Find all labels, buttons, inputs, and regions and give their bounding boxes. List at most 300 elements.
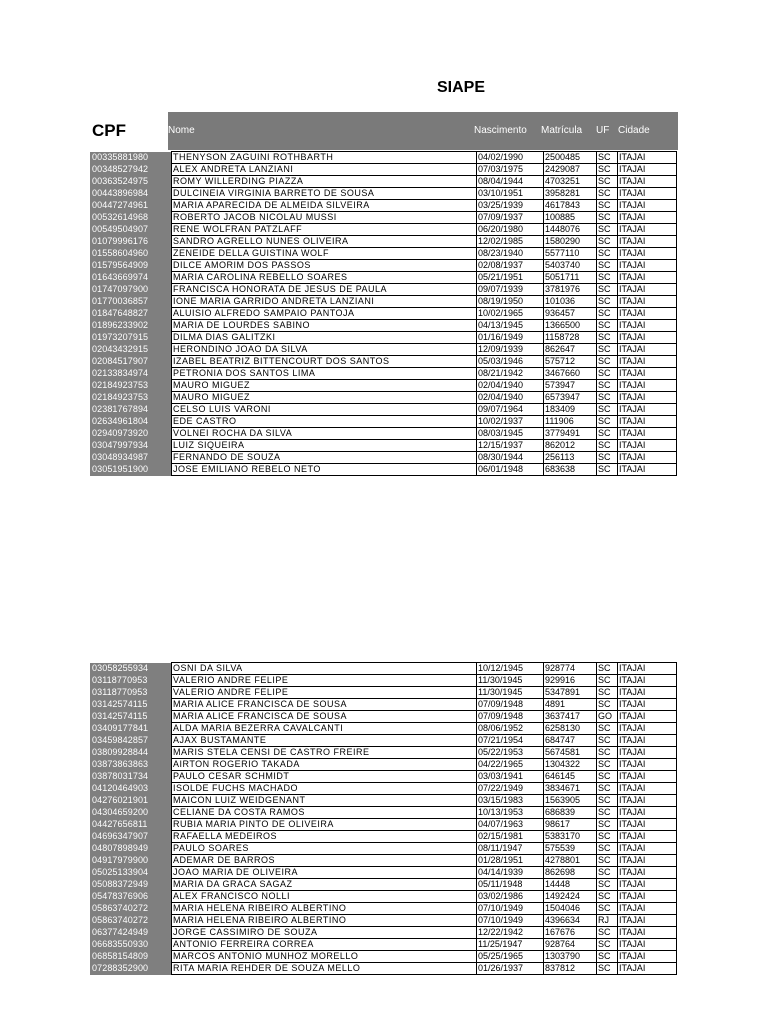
cidade-cell: ITAJAI [618,464,677,476]
table-row [90,819,677,831]
cpf-cell: 01973207915 [90,332,172,344]
matricula-cell: 2429087 [544,164,597,176]
cpf-cell: 00348527942 [90,164,172,176]
cidade-cell: ITAJAI [618,915,677,927]
uf-cell: SC [597,747,618,759]
nascimento-cell: 08/06/1952 [477,723,544,735]
table-row [90,356,677,368]
nome-cell: OSNI DA SILVA [172,663,477,675]
nome-cell: MAURO MIGUEZ [172,392,477,404]
cidade-cell: ITAJAI [618,392,677,404]
matricula-cell: 3779491 [544,428,597,440]
nome-cell: RUBIA MARIA PINTO DE OLIVEIRA [172,819,477,831]
table-row [90,164,677,176]
matricula-cell: 1563905 [544,795,597,807]
nome-cell: FERNANDO DE SOUZA [172,452,477,464]
cpf-cell: 03118770953 [90,687,172,699]
matricula-cell: 100885 [544,212,597,224]
cidade-cell: ITAJAI [618,380,677,392]
nome-cell: MARIA HELENA RIBEIRO ALBERTINO [172,915,477,927]
cidade-cell: ITAJAI [618,843,677,855]
table-row [90,915,677,927]
nome-cell: RITA MARIA REHDER DE SOUZA MELLO [172,963,477,975]
table-row [90,212,677,224]
nome-cell: MAICON LUIZ WEIDGENANT [172,795,477,807]
matricula-cell: 5577110 [544,248,597,260]
cpf-cell: 01847648827 [90,308,172,320]
matricula-cell: 929916 [544,675,597,687]
nascimento-cell: 03/25/1939 [477,200,544,212]
nascimento-cell: 02/15/1981 [477,831,544,843]
cidade-cell: ITAJAI [618,771,677,783]
matricula-cell: 5383170 [544,831,597,843]
matricula-cell: 6573947 [544,392,597,404]
cidade-cell: ITAJAI [618,260,677,272]
nome-cell: MARIA ALICE FRANCISCA DE SOUSA [172,711,477,723]
cidade-cell: ITAJAI [618,663,677,675]
cpf-cell: 03809928844 [90,747,172,759]
uf-cell: SC [597,176,618,188]
table-row [90,332,677,344]
cpf-cell: 04276021901 [90,795,172,807]
cpf-cell: 03047997934 [90,440,172,452]
matricula-cell: 575712 [544,356,597,368]
matricula-cell: 2500485 [544,152,597,164]
nome-cell: THENYSON ZAGUINI ROTHBARTH [172,152,477,164]
nascimento-cell: 08/11/1947 [477,843,544,855]
table-row [90,927,677,939]
table-row [90,416,677,428]
uf-cell: SC [597,332,618,344]
cpf-cell: 03409177841 [90,723,172,735]
uf-cell: SC [597,152,618,164]
nome-cell: SANDRO AGRELLO NUNES OLIVEIRA [172,236,477,248]
cidade-cell: ITAJAI [618,284,677,296]
matricula-cell: 646145 [544,771,597,783]
matricula-cell: 4396634 [544,915,597,927]
cidade-cell: ITAJAI [618,176,677,188]
uf-cell: SC [597,951,618,963]
uf-cell: SC [597,428,618,440]
nascimento-cell: 10/13/1953 [477,807,544,819]
nascimento-cell: 06/01/1948 [477,464,544,476]
nascimento-cell: 07/22/1949 [477,783,544,795]
nascimento-cell: 08/30/1944 [477,452,544,464]
table-header-bar [168,112,678,150]
nome-cell: JOAO MARIA DE OLIVEIRA [172,867,477,879]
uf-cell: SC [597,963,618,975]
matricula-cell: 575539 [544,843,597,855]
nascimento-cell: 04/07/1963 [477,819,544,831]
cidade-cell: ITAJAI [618,440,677,452]
nascimento-cell: 11/30/1945 [477,687,544,699]
nascimento-cell: 12/22/1942 [477,927,544,939]
uf-cell: SC [597,260,618,272]
cidade-cell: ITAJAI [618,855,677,867]
cidade-cell: ITAJAI [618,891,677,903]
uf-cell: SC [597,416,618,428]
cpf-cell: 03058255934 [90,663,172,675]
uf-cell: SC [597,212,618,224]
nome-cell: ADEMAR DE BARROS [172,855,477,867]
table-row [90,248,677,260]
cidade-cell: ITAJAI [618,416,677,428]
nome-cell: PAULO CESAR SCHMIDT [172,771,477,783]
cidade-cell: ITAJAI [618,951,677,963]
matricula-cell: 1448076 [544,224,597,236]
cidade-cell: ITAJAI [618,272,677,284]
table-row [90,699,677,711]
cpf-cell: 02634961804 [90,416,172,428]
table-row [90,687,677,699]
nome-cell: CELSO LUIS VARONI [172,404,477,416]
cpf-cell: 04696347907 [90,831,172,843]
table-row [90,200,677,212]
cidade-cell: ITAJAI [618,939,677,951]
nome-cell: EDE CASTRO [172,416,477,428]
table-row [90,855,677,867]
cpf-cell: 04917979900 [90,855,172,867]
cpf-cell: 00443896984 [90,188,172,200]
cpf-cell: 02184923753 [90,392,172,404]
nascimento-cell: 05/22/1953 [477,747,544,759]
matricula-cell: 5051711 [544,272,597,284]
nome-cell: AJAX BUSTAMANTE [172,735,477,747]
uf-cell: SC [597,927,618,939]
cpf-cell: 06858154809 [90,951,172,963]
cidade-cell: ITAJAI [618,164,677,176]
matricula-cell: 1580290 [544,236,597,248]
matricula-cell: 101036 [544,296,597,308]
cidade-cell: ITAJAI [618,344,677,356]
cidade-cell: ITAJAI [618,368,677,380]
uf-cell: SC [597,236,618,248]
uf-cell: SC [597,939,618,951]
nome-cell: MARIS STELA CENSI DE CASTRO FREIRE [172,747,477,759]
nome-cell: ANTONIO FERREIRA CORREA [172,939,477,951]
uf-cell: SC [597,452,618,464]
cpf-cell: 05025133904 [90,867,172,879]
table-row [90,260,677,272]
matricula-cell: 3781976 [544,284,597,296]
uf-cell: SC [597,687,618,699]
cpf-cell: 03142574115 [90,711,172,723]
matricula-cell: 684747 [544,735,597,747]
nome-cell: FRANCISCA HONORATA DE JESUS DE PAULA [172,284,477,296]
matricula-cell: 256113 [544,452,597,464]
matricula-cell: 4703251 [544,176,597,188]
matricula-cell: 3834671 [544,783,597,795]
uf-cell: SC [597,440,618,452]
matricula-cell: 1303790 [544,951,597,963]
matricula-column-header: Matrícula [541,125,583,136]
uf-cell: SC [597,404,618,416]
table-row [90,452,677,464]
nascimento-cell: 04/13/1945 [477,320,544,332]
nascimento-cell: 07/21/1954 [477,735,544,747]
nascimento-cell: 08/04/1944 [477,176,544,188]
nascimento-cell: 04/02/1990 [477,152,544,164]
cidade-cell: ITAJAI [618,428,677,440]
matricula-cell: 5674581 [544,747,597,759]
nome-cell: MARIA ALICE FRANCISCA DE SOUSA [172,699,477,711]
matricula-cell: 4278801 [544,855,597,867]
nascimento-cell: 02/04/1940 [477,380,544,392]
nome-cell: ALUISIO ALFREDO SAMPAIO PANTOJA [172,308,477,320]
uf-cell: SC [597,188,618,200]
cpf-cell: 00549504907 [90,224,172,236]
uf-cell: SC [597,272,618,284]
cpf-cell: 02184923753 [90,380,172,392]
matricula-cell: 111906 [544,416,597,428]
cidade-cell: ITAJAI [618,927,677,939]
table-row [90,296,677,308]
uf-cell: SC [597,831,618,843]
nascimento-cell: 07/03/1975 [477,164,544,176]
cidade-cell: ITAJAI [618,200,677,212]
cpf-cell: 06683550930 [90,939,172,951]
nascimento-cell: 08/03/1945 [477,428,544,440]
nome-cell: MARIA CAROLINA REBELLO SOARES [172,272,477,284]
nome-cell: MARCOS ANTONIO MUNHOZ MORELLO [172,951,477,963]
uf-cell: SC [597,224,618,236]
uf-cell: SC [597,284,618,296]
cidade-cell: ITAJAI [618,188,677,200]
table-row [90,236,677,248]
matricula-cell: 862698 [544,867,597,879]
nome-cell: ZENEIDE DELLA GUISTINA WOLF [172,248,477,260]
cidade-cell: ITAJAI [618,212,677,224]
nascimento-cell: 05/21/1951 [477,272,544,284]
matricula-cell: 183409 [544,404,597,416]
nome-cell: DILMA DIAS GALITZKI [172,332,477,344]
cidade-cell: ITAJAI [618,819,677,831]
nascimento-cell: 10/12/1945 [477,663,544,675]
table-row [90,783,677,795]
nome-cell: LUIZ SIQUEIRA [172,440,477,452]
nascimento-cell: 07/09/1948 [477,711,544,723]
cidade-cell: ITAJAI [618,807,677,819]
cidade-cell: ITAJAI [618,723,677,735]
table-row [90,404,677,416]
uf-cell: SC [597,248,618,260]
uf-column-header: UF [596,125,610,136]
cpf-cell: 03142574115 [90,699,172,711]
uf-cell: SC [597,795,618,807]
nome-cell: DILCE AMORIM DOS PASSOS [172,260,477,272]
matricula-cell: 5347891 [544,687,597,699]
table-row [90,440,677,452]
nome-cell: ALEX ANDRETA LANZIANI [172,164,477,176]
matricula-cell: 3958281 [544,188,597,200]
nascimento-cell: 11/30/1945 [477,675,544,687]
nascimento-cell: 08/21/1942 [477,368,544,380]
uf-cell: SC [597,879,618,891]
cpf-cell: 05088372949 [90,879,172,891]
uf-cell: SC [597,759,618,771]
nascimento-cell: 07/09/1948 [477,699,544,711]
nascimento-cell: 02/04/1940 [477,392,544,404]
table-row [90,428,677,440]
cpf-cell: 04304659200 [90,807,172,819]
cpf-cell: 06377424949 [90,927,172,939]
nascimento-cell: 02/08/1937 [477,260,544,272]
matricula-cell: 862647 [544,344,597,356]
cpf-cell: 05478376906 [90,891,172,903]
cidade-cell: ITAJAI [618,699,677,711]
nome-column-header: Nome [168,125,195,136]
matricula-cell: 1504046 [544,903,597,915]
cpf-cell: 03048934987 [90,452,172,464]
table-row [90,759,677,771]
uf-cell: SC [597,663,618,675]
nome-cell: MAURO MIGUEZ [172,380,477,392]
nome-cell: ROMY WILLERDING PIAZZA [172,176,477,188]
cidade-cell: ITAJAI [618,747,677,759]
uf-cell: SC [597,200,618,212]
cpf-cell: 03878031734 [90,771,172,783]
table-row [90,152,677,164]
nome-cell: ROBERTO JACOB NICOLAU MUSSI [172,212,477,224]
matricula-cell: 4617843 [544,200,597,212]
cpf-cell: 01770036857 [90,296,172,308]
cpf-cell: 01579564909 [90,260,172,272]
cpf-cell: 00532614968 [90,212,172,224]
cidade-cell: ITAJAI [618,783,677,795]
nascimento-cell: 03/03/1941 [477,771,544,783]
nome-cell: RENE WOLFRAN PATZLAFF [172,224,477,236]
uf-cell: SC [597,903,618,915]
nome-cell: PETRONIA DOS SANTOS LIMA [172,368,477,380]
nascimento-cell: 01/16/1949 [477,332,544,344]
nascimento-cell: 09/07/1964 [477,404,544,416]
table-row [90,188,677,200]
table-row [90,176,677,188]
table-row [90,723,677,735]
nome-cell: ISOLDE FUCHS MACHADO [172,783,477,795]
matricula-cell: 1492424 [544,891,597,903]
table-row [90,392,677,404]
cpf-cell: 02381767894 [90,404,172,416]
cpf-cell: 04120464903 [90,783,172,795]
nascimento-cell: 04/14/1939 [477,867,544,879]
cidade-cell: ITAJAI [618,152,677,164]
nascimento-cell: 09/07/1939 [477,284,544,296]
table-row [90,771,677,783]
table-row [90,344,677,356]
cpf-cell: 03051951900 [90,464,172,476]
nascimento-cell: 12/15/1937 [477,440,544,452]
table-row [90,795,677,807]
uf-cell: SC [597,464,618,476]
matricula-cell: 1304322 [544,759,597,771]
table-row [90,831,677,843]
nome-cell: CELIANE DA COSTA RAMOS [172,807,477,819]
table-row [90,663,677,675]
table-row [90,320,677,332]
cpf-column-header: CPF [92,121,126,140]
nascimento-cell: 05/25/1965 [477,951,544,963]
nascimento-cell: 08/23/1940 [477,248,544,260]
nome-cell: MARIA DA GRACA SAGAZ [172,879,477,891]
cidade-cell: ITAJAI [618,296,677,308]
matricula-cell: 683638 [544,464,597,476]
nascimento-cell: 03/15/1983 [477,795,544,807]
nome-cell: VALERIO ANDRE FELIPE [172,687,477,699]
uf-cell: SC [597,308,618,320]
table-row [90,464,677,476]
matricula-cell: 98617 [544,819,597,831]
uf-cell: SC [597,843,618,855]
cidade-cell: ITAJAI [618,675,677,687]
table-row [90,903,677,915]
nascimento-cell: 08/19/1950 [477,296,544,308]
nascimento-cell: 05/11/1948 [477,879,544,891]
nome-cell: DULCINEIA VIRGINIA BARRETO DE SOUSA [172,188,477,200]
cidade-cell: ITAJAI [618,452,677,464]
nome-cell: JOSE EMILIANO REBELO NETO [172,464,477,476]
nascimento-cell: 03/10/1951 [477,188,544,200]
cpf-cell: 01747097900 [90,284,172,296]
cidade-cell: ITAJAI [618,332,677,344]
cpf-cell: 02043432915 [90,344,172,356]
matricula-cell: 936457 [544,308,597,320]
nome-cell: JORGE CASSIMIRO DE SOUZA [172,927,477,939]
matricula-cell: 1158728 [544,332,597,344]
nome-cell: AIRTON ROGERIO TAKADA [172,759,477,771]
cpf-cell: 04427656811 [90,819,172,831]
nascimento-cell: 07/10/1949 [477,903,544,915]
nascimento-cell: 07/10/1949 [477,915,544,927]
cpf-cell: 02940973920 [90,428,172,440]
matricula-cell: 167676 [544,927,597,939]
cpf-cell: 05863740272 [90,903,172,915]
uf-cell: SC [597,855,618,867]
table-row [90,747,677,759]
cpf-cell: 02084517907 [90,356,172,368]
records-table-2 [90,662,677,975]
nascimento-column-header: Nascimento [474,125,527,136]
nome-cell: VALERIO ANDRE FELIPE [172,675,477,687]
uf-cell: SC [597,320,618,332]
matricula-cell: 3467660 [544,368,597,380]
uf-cell: GO [597,711,618,723]
nome-cell: RAFAELLA MEDEIROS [172,831,477,843]
cidade-column-header: Cidade [618,125,650,136]
nome-cell: MARIA HELENA RIBEIRO ALBERTINO [172,903,477,915]
cidade-cell: ITAJAI [618,867,677,879]
table-row [90,939,677,951]
uf-cell: SC [597,356,618,368]
cidade-cell: ITAJAI [618,320,677,332]
nascimento-cell: 06/20/1980 [477,224,544,236]
nascimento-cell: 07/09/1937 [477,212,544,224]
cidade-cell: ITAJAI [618,308,677,320]
table-row [90,675,677,687]
nascimento-cell: 11/25/1947 [477,939,544,951]
uf-cell: SC [597,380,618,392]
cpf-cell: 01558604960 [90,248,172,260]
cpf-cell: 03118770953 [90,675,172,687]
table-row [90,711,677,723]
cidade-cell: ITAJAI [618,735,677,747]
cidade-cell: ITAJAI [618,759,677,771]
cpf-cell: 01643669974 [90,272,172,284]
cidade-cell: ITAJAI [618,711,677,723]
uf-cell: SC [597,296,618,308]
nome-cell: ALDA MARIA BEZERRA CAVALCANTI [172,723,477,735]
matricula-cell: 1366500 [544,320,597,332]
